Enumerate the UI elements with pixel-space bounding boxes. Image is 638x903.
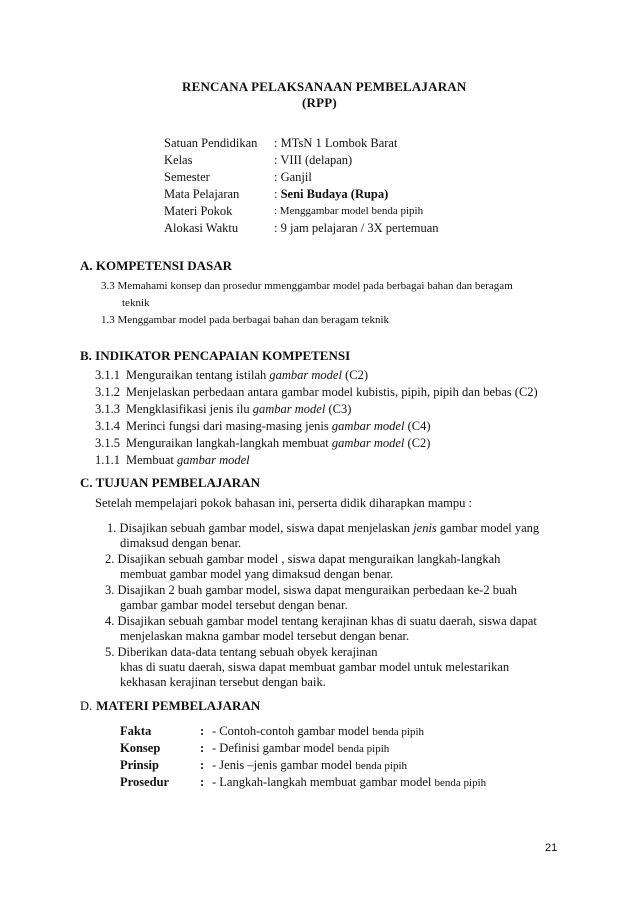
identity-colon: : xyxy=(274,187,281,201)
material-label: Konsep xyxy=(120,741,161,755)
indicator-item xyxy=(95,385,538,400)
page-number: 21 xyxy=(545,842,558,854)
indicator-text: Menguraikan tentang istilah xyxy=(126,368,270,382)
indicator-emphasis: gambar model xyxy=(177,453,250,467)
indicator-emphasis: gambar model xyxy=(252,402,326,416)
indicator-text: Membuat xyxy=(126,453,178,467)
indicator-number: 3.1.5 xyxy=(95,436,120,450)
indicator-text: Menguraikan langkah-langkah membuat xyxy=(126,436,332,450)
identity-label: Satuan Pendidikan xyxy=(164,136,258,150)
objective-continuation: dimaksud dengan benar. xyxy=(120,536,242,550)
material-colon: : xyxy=(200,775,205,789)
section-c-heading: C. TUJUAN PEMBELAJARAN xyxy=(80,475,260,490)
material-label: Prosedur xyxy=(120,775,170,789)
kd-3-3-line2: teknik xyxy=(122,297,150,309)
indicator-text: Mengklasifikasi jenis ilu xyxy=(126,402,253,416)
objective-text: 1. Disajikan sebuah gambar model, siswa dapat menjelaskan xyxy=(107,521,414,535)
identity-value: : MTsN 1 Lombok Barat xyxy=(274,136,398,150)
indicator-level: (C4) xyxy=(404,419,431,433)
identity-label: Materi Pokok xyxy=(164,204,233,218)
kd-1-3: 1.3 Menggambar model pada berbagai bahan dan beragam teknik xyxy=(101,314,390,326)
material-text: - Jenis –jenis gambar model benda pipih xyxy=(212,758,408,772)
indicator-emphasis: gambar model xyxy=(331,436,405,450)
identity-label: Kelas xyxy=(164,153,193,167)
objective-continuation: membuat gambar model yang dimaksud dengan benar. xyxy=(120,567,394,581)
document-title: RENCANA PELAKSANAAN PEMBELAJARAN xyxy=(182,79,467,94)
identity-value: : 9 jam pelajaran / 3X pertemuan xyxy=(274,221,439,235)
indicator-number: 3.1.3 xyxy=(95,402,120,416)
section-b-heading: B. INDIKATOR PENCAPAIAN KOMPETENSI xyxy=(80,348,351,363)
objective-item: 4. Disajikan sebuah gambar model tentang kerajinan khas di suatu daerah, siswa dapat xyxy=(105,614,537,628)
identity-value: : VIII (delapan) xyxy=(274,153,353,167)
indicator-item xyxy=(95,419,431,434)
material-label: Fakta xyxy=(120,724,152,738)
objective-text: gambar model yang xyxy=(436,521,540,535)
objective-continuation: khas di suatu daerah, siswa dapat membuat gambar model untuk melestarikan xyxy=(120,660,510,674)
indicator-number: 3.1.4 xyxy=(95,419,120,433)
objective-item: 5. Diberikan data-data tentang sebuah obyek kerajinan xyxy=(105,645,378,659)
identity-label: Alokasi Waktu xyxy=(164,221,239,235)
material-colon: : xyxy=(200,724,205,738)
material-text: - Definisi gambar model benda pipih xyxy=(212,741,390,755)
indicator-item xyxy=(95,453,250,468)
identity-label: Mata Pelajaran xyxy=(164,187,240,201)
indicator-text: Merinci fungsi dari masing-masing jenis xyxy=(126,419,332,433)
identity-value: : Menggambar model benda pipih xyxy=(274,205,424,217)
objective-item xyxy=(107,521,539,536)
material-colon: : xyxy=(200,741,205,755)
material-label: Prinsip xyxy=(120,758,159,772)
material-text: - Contoh-contoh gambar model benda pipih xyxy=(212,724,425,738)
objectives-intro: Setelah mempelajari pokok bahasan ini, perserta didik diharapkan mampu : xyxy=(95,496,472,510)
kd-3-3-line1: 3.3 Memahami konsep dan prosedur mmenggambar model pada berbagai bahan dan beragam xyxy=(101,280,513,292)
indicator-item xyxy=(95,368,368,383)
section-d-heading xyxy=(80,697,260,715)
material-text: - Langkah-langkah membuat gambar model benda pipih xyxy=(212,775,487,789)
objective-continuation: menjelaskan makna gambar model tersebut dengan benar. xyxy=(120,629,410,643)
indicator-item xyxy=(95,436,430,451)
identity-value: : Ganjil xyxy=(274,170,312,184)
indicator-text: Menjelaskan perbedaan antara gambar model kubistis, pipih, pipih dan bebas (C2) xyxy=(126,385,538,399)
identity-value xyxy=(274,187,388,202)
section-a-heading: A. KOMPETENSI DASAR xyxy=(80,258,233,273)
indicator-number: 3.1.1 xyxy=(95,368,120,382)
indicator-item xyxy=(95,402,351,417)
material-colon: : xyxy=(200,758,205,772)
identity-label: Semester xyxy=(164,170,210,184)
objective-emphasis: jenis xyxy=(413,521,437,535)
objective-item: 3. Disajikan 2 buah gambar model, siswa dapat menguraikan perbedaan ke-2 buah xyxy=(105,583,518,597)
objective-continuation: gambar gambar model tersebut dengan benar. xyxy=(120,598,348,612)
indicator-level: (C2) xyxy=(404,436,431,450)
identity-value-bold: Seni Budaya (Rupa) xyxy=(280,187,389,201)
section-d-prefix: D. xyxy=(80,699,93,713)
indicator-level: (C3) xyxy=(325,402,352,416)
document-subtitle: (RPP) xyxy=(302,95,337,110)
objective-item: 2. Disajikan sebuah gambar model , siswa dapat menguraikan langkah-langkah xyxy=(105,552,501,566)
indicator-level: (C2) xyxy=(341,368,368,382)
section-d-title: MATERI PEMBELAJARAN xyxy=(96,698,261,713)
indicator-number: 1.1.1 xyxy=(95,453,120,467)
indicator-emphasis: gambar model xyxy=(269,368,342,382)
indicator-emphasis: gambar model xyxy=(331,419,405,433)
objective-continuation: kekhasan kerajinan tersebut dengan baik. xyxy=(120,675,326,689)
indicator-number: 3.1.2 xyxy=(95,385,120,399)
